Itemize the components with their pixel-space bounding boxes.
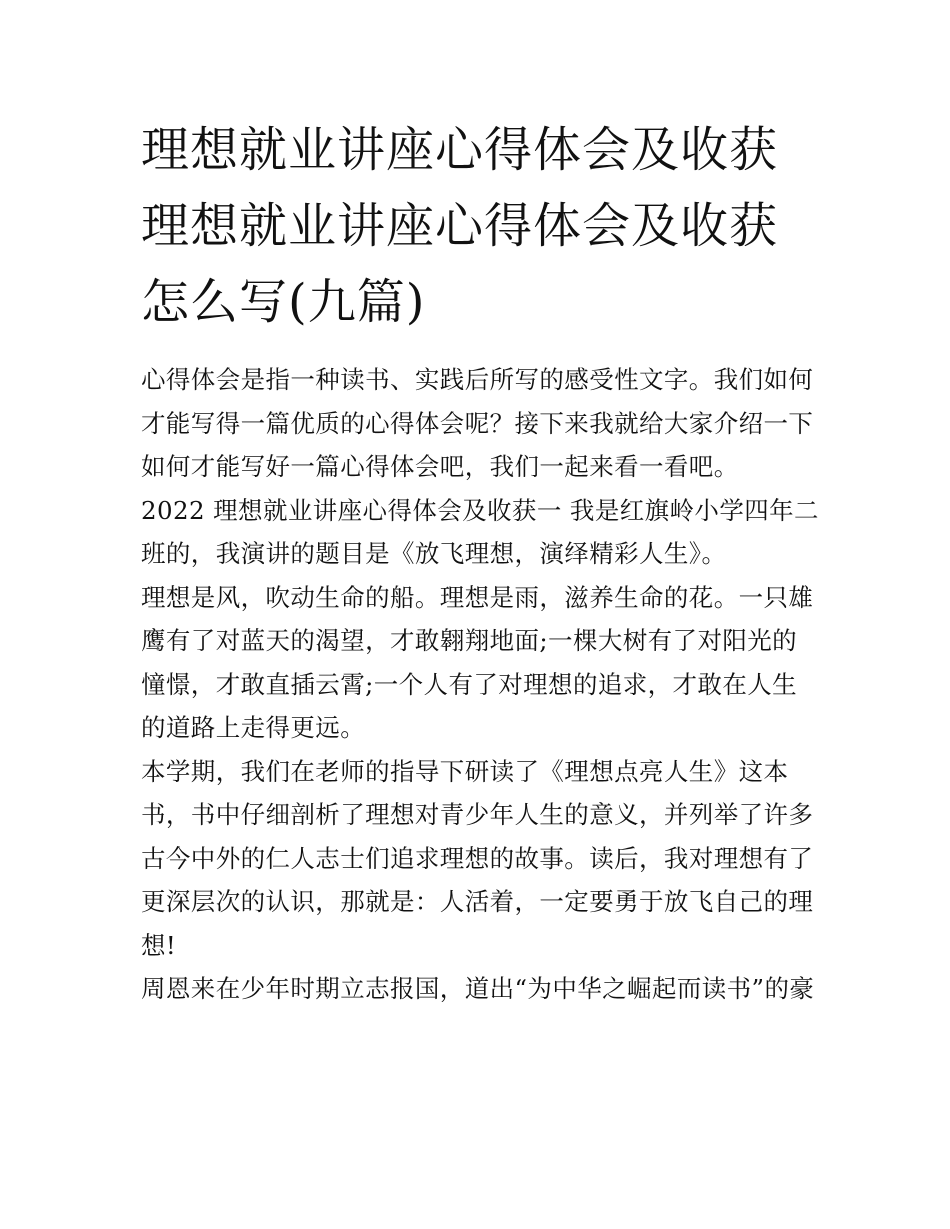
body-line: 理想是风，吹动生命的船。理想是雨，滋养生命的花。一只雄 <box>141 582 814 612</box>
body-line: 鹰有了对蓝天的渴望，才敢翱翔地面;一棵大树有了对阳光的 <box>141 626 798 655</box>
document-body <box>141 358 821 1011</box>
body-line: 2022 理想就业讲座心得体会及收获一 我是红旗岭小学四年二 <box>141 495 819 525</box>
document-title <box>141 112 841 340</box>
title-line: 理想就业讲座心得体会及收获 <box>141 122 779 178</box>
body-line: 书，书中仔细剖析了理想对青少年人生的意义，并列举了许多 <box>141 800 814 829</box>
body-line: 如何才能写好一篇心得体会吧，我们一起来看一看吧。 <box>141 452 739 481</box>
body-line: 心得体会是指一种读书、实践后所写的感受性文字。我们如何 <box>141 365 814 394</box>
body-line: 班的，我演讲的题目是《放飞理想，演绎精彩人生》。 <box>141 539 727 568</box>
body-line: 周恩来在少年时期立志报国，道出“为中华之崛起而读书”的豪 <box>141 974 815 1003</box>
body-line: 憧憬，才敢直插云霄;一个人有了对理想的追求，才敢在人生 <box>141 669 798 699</box>
body-line: 才能写得一篇优质的心得体会呢？接下来我就给大家介绍一下 <box>141 408 814 438</box>
body-line: 本学期，我们在老师的指导下研读了《理想点亮人生》这本 <box>141 756 789 786</box>
title-line: 理想就业讲座心得体会及收获 <box>141 198 779 254</box>
body-line: 更深层次的认识，那就是：人活着，一定要勇于放飞自己的理 <box>141 887 814 916</box>
title-line: 怎么写(九篇) <box>141 274 426 330</box>
body-line: 想! <box>141 930 177 960</box>
body-line: 古今中外的仁人志士们追求理想的故事。读后，我对理想有了 <box>141 843 814 873</box>
body-line: 的道路上走得更远。 <box>141 713 366 742</box>
